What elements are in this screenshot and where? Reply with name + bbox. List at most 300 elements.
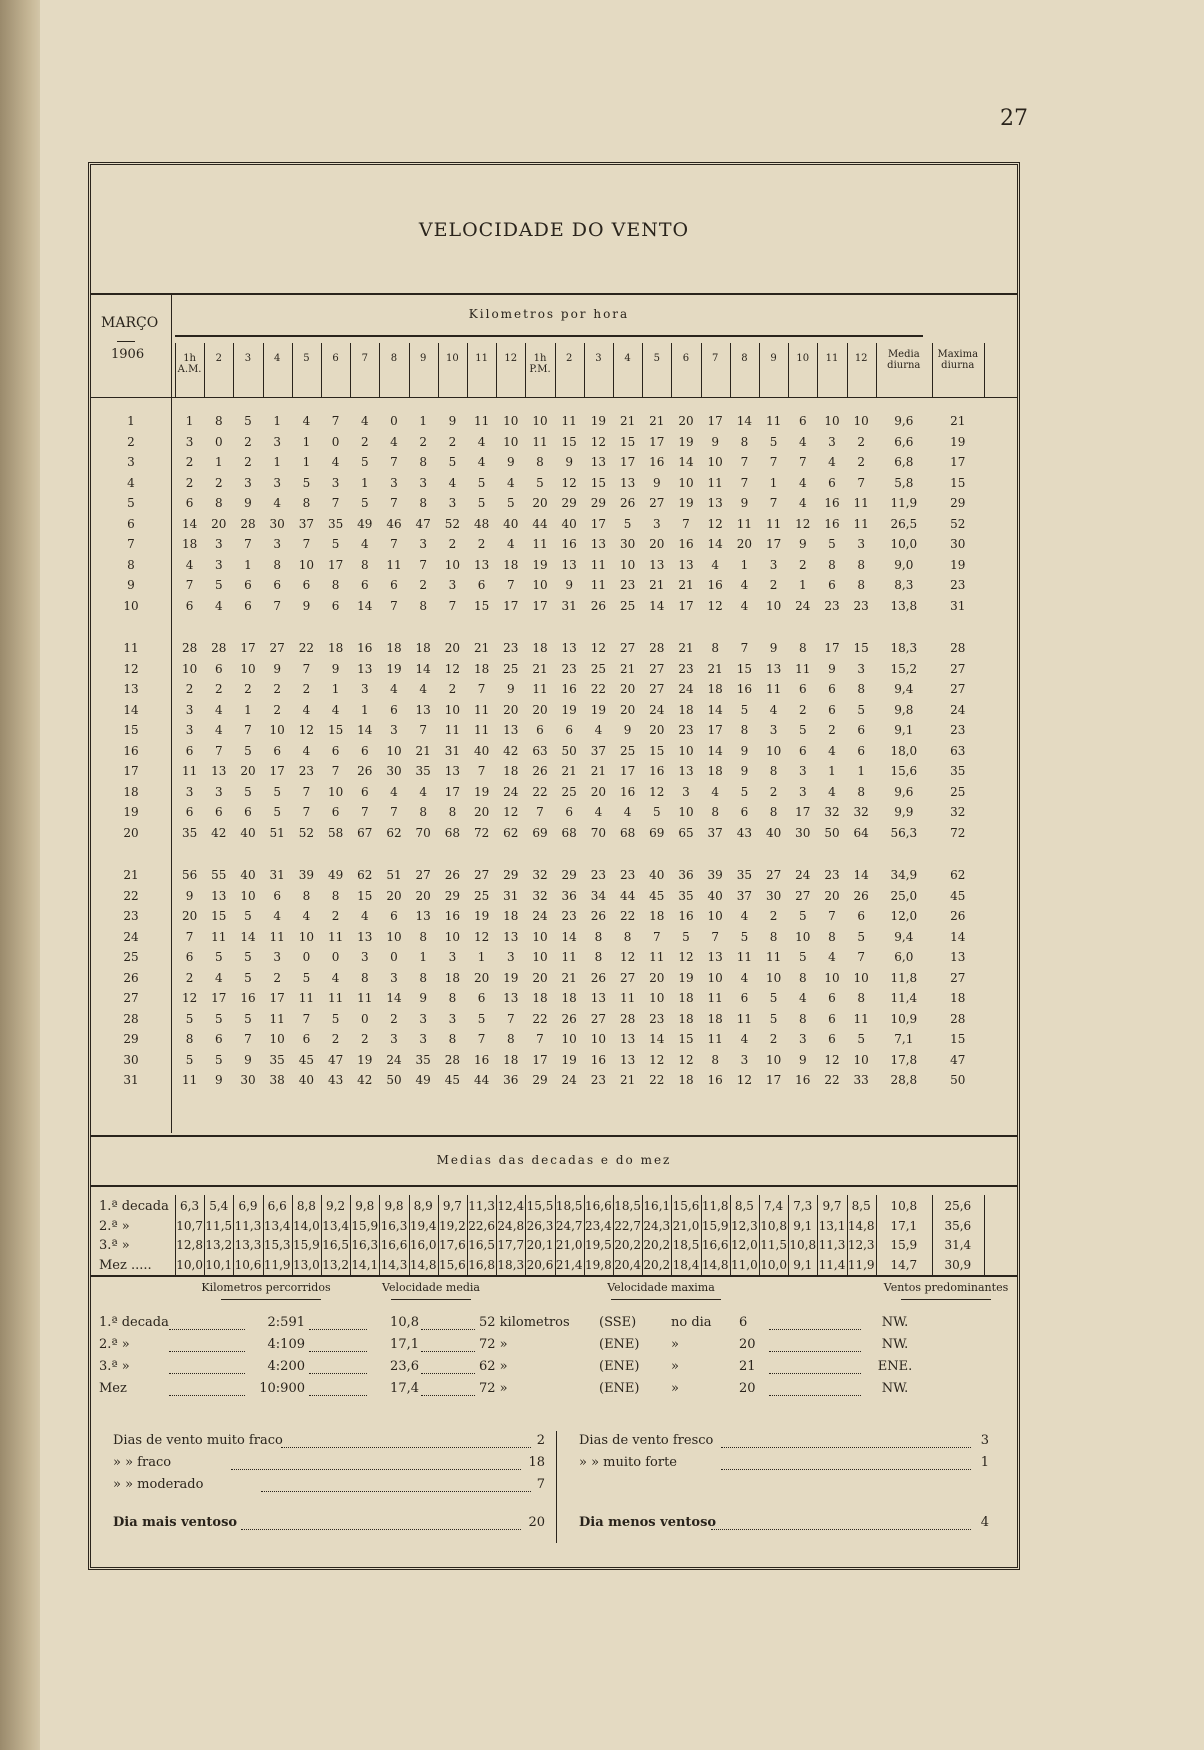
hourly-value: 11 (853, 1011, 869, 1026)
hourly-value: 11 (736, 1011, 753, 1026)
decada-hourly-value: 7,4 (764, 1199, 784, 1213)
hourly-value: 14 (386, 991, 402, 1005)
dias-fresco-value: 3 (980, 1433, 989, 1448)
hourly-value: 9 (506, 455, 515, 469)
hourly-value: 7 (244, 723, 252, 737)
hourly-value: 14 (357, 723, 373, 737)
decada-column-rule (876, 1195, 877, 1275)
hourly-value: 10 (707, 909, 723, 923)
hourly-value: 11 (649, 950, 665, 964)
hourly-value: 6 (273, 578, 281, 592)
media-diurna-value: 34,9 (890, 868, 918, 882)
hourly-value: 10 (503, 434, 519, 449)
hourly-value: 10 (678, 805, 694, 819)
summary-vento: NW. (881, 1381, 909, 1396)
hourly-value: 62 (357, 868, 373, 882)
decada-hourly-value: 19,4 (409, 1218, 437, 1233)
hourly-value: 17 (707, 723, 723, 737)
hourly-value: 17 (503, 598, 519, 613)
hourly-value: 4 (740, 970, 749, 985)
hourly-value: 11 (736, 950, 753, 964)
decada-hourly-value: 14,3 (380, 1257, 408, 1272)
hourly-value: 1 (331, 682, 340, 696)
hourly-value: 4 (360, 537, 369, 551)
decada-hourly-value: 11,5 (760, 1238, 787, 1252)
hourly-value: 20 (181, 909, 198, 923)
hourly-value: 47 (415, 516, 431, 531)
hourly-value: 10 (707, 970, 723, 985)
hourly-value: 8 (448, 991, 457, 1005)
hourly-value: 5 (857, 1032, 865, 1046)
hourly-value: 4 (740, 598, 749, 613)
hourly-value: 3 (419, 1032, 427, 1046)
hourly-value: 21 (619, 414, 636, 428)
maxima-diurna-value: 27 (950, 682, 966, 696)
hourly-value: 0 (214, 434, 223, 449)
decada-hourly-value: 6,9 (238, 1199, 258, 1213)
hourly-value: 8 (185, 1032, 194, 1046)
hourly-value: 9 (711, 434, 719, 449)
hourly-value: 10 (386, 743, 402, 758)
hourly-value: 17 (619, 455, 636, 469)
hourly-value: 4 (594, 723, 603, 737)
media-diurna-value: 11,9 (890, 496, 918, 510)
hourly-value: 6 (214, 805, 223, 819)
dias-moderado-label: » » moderado (113, 1477, 204, 1492)
hourly-value: 7 (536, 1032, 544, 1046)
hourly-value: 2 (769, 1032, 778, 1046)
summary-vento: NW. (881, 1315, 909, 1330)
day-number: 20 (123, 825, 139, 840)
decada-column-rule (984, 1195, 985, 1275)
hourly-value: 18 (678, 1011, 694, 1026)
hourly-value: 18 (503, 1052, 519, 1067)
decada-media-value: 17,1 (890, 1218, 918, 1233)
hourly-value: 20 (473, 970, 490, 985)
decada-hourly-value: 24,3 (643, 1218, 671, 1233)
column-tick (263, 343, 264, 397)
hourly-value: 20 (532, 702, 548, 717)
dotted-leader (169, 1395, 245, 1396)
hourly-value: 7 (740, 475, 749, 490)
hourly-value: 17 (795, 805, 811, 819)
decadas-bottom-rule (91, 1275, 1017, 1277)
decada-hourly-value: 10,0 (176, 1257, 203, 1272)
maxima-diurna-value: 19 (950, 557, 966, 572)
decada-hourly-value: 13,3 (234, 1238, 262, 1252)
decada-hourly-value: 11,9 (847, 1257, 875, 1272)
hourly-value: 31 (444, 743, 461, 758)
hourly-value: 11 (590, 557, 607, 572)
decada-hourly-value: 18,3 (497, 1257, 525, 1272)
decada-hourly-value: 13,4 (263, 1218, 291, 1233)
hourly-value: 10 (503, 414, 519, 428)
hourly-value: 3 (740, 1052, 749, 1067)
hourly-value: 7 (857, 475, 865, 490)
hourly-value: 14 (240, 929, 256, 944)
hourly-value: 9 (302, 598, 311, 613)
hourly-value: 4 (798, 434, 807, 449)
hourly-value: 8 (448, 1032, 457, 1046)
hourly-value: 3 (185, 784, 194, 799)
hourly-value: 6 (828, 578, 836, 592)
dotted-leader (169, 1329, 245, 1330)
maxima-diurna-value: 13 (950, 950, 966, 964)
summary-dia: 6 (739, 1315, 748, 1330)
hourly-value: 10 (707, 455, 723, 469)
hourly-value: 22 (590, 682, 607, 696)
dots-moderado (261, 1491, 531, 1492)
hourly-value: 8 (419, 929, 427, 944)
hourly-value: 27 (765, 868, 782, 882)
decada-hourly-value: 21,0 (672, 1218, 700, 1233)
hourly-value: 40 (240, 868, 256, 882)
decada-column-rule (263, 1195, 264, 1275)
hourly-value: 11 (707, 1032, 723, 1046)
hourly-value: 21 (649, 578, 665, 592)
hourly-value: 4 (711, 557, 719, 572)
hourly-value: 12 (707, 598, 723, 613)
hourly-value: 4 (828, 743, 836, 758)
hourly-value: 21 (707, 661, 723, 676)
hourly-value: 22 (532, 1011, 548, 1026)
day-number: 22 (123, 888, 139, 903)
decada-column-rule (759, 1195, 760, 1275)
hourly-value: 2 (273, 970, 281, 985)
hourly-value: 23 (561, 909, 577, 923)
hourly-value: 10 (678, 475, 694, 490)
hourly-value: 27 (649, 496, 665, 510)
hourly-value: 51 (269, 825, 285, 840)
summary-vmax: 62 » (479, 1359, 508, 1374)
decada-hourly-value: 9,7 (822, 1199, 842, 1213)
decada-column-rule (350, 1195, 351, 1275)
hourly-value: 11 (532, 434, 548, 449)
hourly-value: 4 (273, 496, 281, 510)
hourly-value: 8 (419, 805, 427, 819)
decada-hourly-value: 19,8 (585, 1257, 612, 1272)
hourly-value: 8 (798, 1011, 807, 1026)
hourly-value: 6 (360, 784, 369, 799)
dias-moderado-value: 7 (536, 1477, 545, 1492)
hourly-value: 22 (649, 1073, 665, 1087)
decada-hourly-value: 10,8 (760, 1218, 787, 1233)
decada-hourly-value: 12,3 (847, 1238, 875, 1252)
hourly-value: 1 (244, 702, 252, 717)
hourly-value: 12 (649, 1052, 665, 1067)
hourly-value: 2 (302, 682, 311, 696)
hour-header: 4 (624, 353, 631, 364)
hourly-value: 6 (390, 578, 398, 592)
hourly-value: 10 (444, 929, 461, 944)
decada-hourly-value: 10,8 (789, 1238, 817, 1252)
hourly-value: 8 (419, 455, 427, 469)
hour-header: 12 (504, 353, 518, 364)
hourly-value: 8 (798, 641, 807, 655)
hourly-value: 3 (506, 950, 515, 964)
hour-header: 11 (475, 353, 488, 364)
decada-hourly-value: 9,1 (793, 1218, 813, 1233)
decada-hourly-value: 15,9 (293, 1238, 320, 1252)
day-number: 28 (123, 1011, 139, 1026)
hourly-value: 29 (503, 868, 519, 882)
day-number: 4 (127, 475, 135, 490)
hourly-value: 8 (857, 784, 865, 799)
hourly-value: 12 (503, 805, 519, 819)
column-tick (759, 343, 760, 397)
hourly-value: 1 (828, 764, 836, 778)
hourly-value: 4 (214, 723, 223, 737)
hourly-value: 10 (532, 950, 548, 964)
decada-label: 3.ª » (99, 1238, 130, 1253)
hourly-value: 21 (590, 764, 607, 778)
maxima-diurna-value: 23 (950, 723, 966, 737)
decada-hourly-value: 20,2 (643, 1257, 671, 1272)
hourly-value: 20 (444, 641, 461, 655)
hourly-value: 6 (302, 578, 311, 592)
hourly-value: 11 (795, 661, 811, 676)
summary-header-km-underline (221, 1299, 321, 1300)
hourly-value: 16 (444, 909, 461, 923)
maxima-header: Maxima diurna (937, 349, 979, 371)
column-tick (555, 343, 556, 397)
hourly-value: 10 (386, 929, 402, 944)
hourly-value: 21 (619, 1073, 636, 1087)
hourly-value: 4 (390, 434, 398, 449)
hourly-value: 30 (795, 825, 811, 840)
hourly-value: 23 (561, 661, 577, 676)
hourly-value: 7 (331, 764, 340, 778)
hourly-value: 11 (473, 702, 490, 717)
hourly-value: 20 (649, 537, 665, 551)
hourly-value: 13 (503, 929, 519, 944)
hourly-value: 3 (448, 950, 457, 964)
decada-hourly-value: 11,8 (701, 1199, 729, 1213)
hourly-value: 18 (386, 641, 402, 655)
hourly-value: 7 (769, 455, 778, 469)
hourly-value: 3 (390, 1032, 398, 1046)
decada-column-rule (438, 1195, 439, 1275)
hourly-value: 37 (736, 888, 753, 903)
decada-column-rule (496, 1195, 497, 1275)
decada-maxima-value: 30,9 (944, 1257, 972, 1272)
hourly-value: 8 (448, 805, 457, 819)
column-tick (292, 343, 293, 397)
hourly-value: 4 (214, 702, 223, 717)
maxima-diurna-value: 25 (950, 784, 966, 799)
hourly-value: 15 (211, 909, 227, 923)
year-label: 1906 (111, 347, 145, 362)
hourly-value: 7 (477, 1032, 486, 1046)
column-tick (350, 343, 351, 397)
column-tick (932, 343, 933, 397)
kmh-rule (175, 335, 923, 337)
hourly-value: 3 (244, 475, 252, 490)
maxima-diurna-value: 14 (950, 929, 966, 944)
hourly-value: 7 (302, 537, 311, 551)
hourly-value: 18 (473, 661, 490, 676)
hourly-value: 30 (765, 888, 782, 903)
hourly-value: 20 (619, 682, 636, 696)
hourly-value: 8 (331, 888, 340, 903)
dotted-leader (169, 1351, 245, 1352)
hourly-value: 3 (273, 537, 281, 551)
hourly-value: 20 (503, 702, 519, 717)
dots-mais-ventoso (241, 1529, 521, 1530)
hourly-value: 19 (678, 496, 694, 510)
hourly-value: 8 (828, 929, 836, 944)
decada-hourly-value: 17,7 (497, 1238, 525, 1252)
hourly-value: 23 (824, 598, 840, 613)
hourly-value: 10 (765, 598, 782, 613)
decada-hourly-value: 20,1 (526, 1238, 554, 1252)
dia-mais-ventoso-label: Dia mais ventoso (113, 1515, 238, 1530)
hourly-value: 7 (360, 805, 369, 819)
hourly-value: 28 (211, 641, 227, 655)
hourly-value: 1 (360, 702, 369, 717)
hourly-value: 4 (798, 496, 807, 510)
hour-header: 2 (215, 353, 222, 364)
hourly-value: 29 (561, 868, 577, 882)
hourly-value: 27 (649, 661, 665, 676)
hourly-value: 12 (590, 434, 607, 449)
hourly-value: 13 (211, 888, 227, 903)
hour-header: 9 (770, 353, 777, 364)
hourly-value: 33 (853, 1073, 869, 1087)
hourly-value: 24 (503, 784, 519, 799)
hourly-value: 1 (857, 764, 865, 778)
hourly-value: 2 (857, 455, 865, 469)
hourly-value: 58 (327, 825, 344, 840)
hourly-value: 3 (185, 434, 194, 449)
hourly-value: 51 (386, 868, 402, 882)
decada-hourly-value: 16,3 (351, 1238, 379, 1252)
hourly-value: 7 (214, 743, 223, 758)
hourly-value: 8 (419, 496, 427, 510)
hourly-value: 6 (331, 805, 340, 819)
hourly-value: 32 (853, 805, 869, 819)
decada-hourly-value: 16,6 (380, 1238, 408, 1252)
hourly-value: 17 (765, 1073, 782, 1087)
hourly-value: 20 (619, 702, 636, 717)
hourly-value: 7 (302, 805, 311, 819)
hourly-value: 6 (244, 598, 252, 613)
hourly-value: 3 (185, 723, 194, 737)
hourly-value: 20 (678, 414, 694, 428)
hourly-value: 4 (740, 578, 749, 592)
hourly-value: 18 (503, 909, 519, 923)
hourly-value: 23 (853, 598, 869, 613)
hourly-value: 22 (298, 641, 315, 655)
decada-hourly-value: 19,5 (585, 1238, 612, 1252)
hourly-value: 44 (532, 516, 548, 531)
summary-dia: 20 (739, 1381, 756, 1396)
hourly-value: 24 (678, 682, 694, 696)
decada-hourly-value: 16,5 (322, 1238, 349, 1252)
hourly-value: 7 (448, 598, 457, 613)
hourly-value: 12 (590, 641, 607, 655)
decada-hourly-value: 11,0 (731, 1257, 758, 1272)
hourly-value: 43 (736, 825, 753, 840)
hourly-value: 50 (824, 825, 840, 840)
hourly-value: 5 (740, 784, 749, 799)
hourly-value: 8 (536, 455, 544, 469)
media-diurna-value: 6,6 (894, 434, 914, 449)
summary-vmed: 10,8 (390, 1315, 419, 1330)
hourly-value: 5 (623, 516, 632, 531)
day-number: 5 (127, 496, 135, 510)
hourly-value: 10 (765, 1052, 782, 1067)
hourly-value: 27 (415, 868, 431, 882)
hourly-value: 3 (769, 557, 778, 572)
hourly-value: 2 (419, 578, 427, 592)
hourly-value: 9 (798, 1052, 807, 1067)
hourly-value: 3 (857, 537, 865, 551)
decada-hourly-value: 13,2 (205, 1238, 233, 1252)
decada-column-rule (233, 1195, 234, 1275)
hourly-value: 37 (590, 743, 607, 758)
maxima-diurna-value: 35 (950, 764, 966, 778)
dotted-leader (421, 1329, 475, 1330)
hourly-value: 7 (302, 661, 311, 676)
day-number: 21 (123, 868, 139, 882)
hourly-value: 9 (740, 743, 749, 758)
hourly-value: 13 (444, 764, 461, 778)
hourly-value: 10 (181, 661, 198, 676)
hourly-value: 29 (561, 496, 577, 510)
hourly-value: 6 (857, 743, 865, 758)
media-diurna-value: 9,6 (894, 784, 914, 799)
hourly-value: 20 (824, 888, 840, 903)
dotted-leader (309, 1395, 367, 1396)
hourly-value: 21 (678, 641, 694, 655)
hourly-value: 19 (473, 784, 490, 799)
hourly-value: 11 (765, 950, 782, 964)
hourly-value: 18 (415, 641, 431, 655)
hourly-value: 28 (240, 516, 256, 531)
hourly-value: 42 (211, 825, 227, 840)
day-number: 31 (123, 1073, 139, 1087)
decada-hourly-value: 14,1 (351, 1257, 379, 1272)
hourly-value: 17 (649, 434, 665, 449)
hourly-value: 8 (594, 950, 603, 964)
hourly-value: 30 (386, 764, 402, 778)
hourly-value: 40 (707, 888, 723, 903)
hourly-value: 11 (269, 1011, 285, 1026)
hourly-value: 44 (619, 888, 636, 903)
hourly-value: 52 (444, 516, 461, 531)
decada-hourly-value: 9,7 (442, 1199, 462, 1213)
media-diurna-value: 17,8 (890, 1052, 918, 1067)
hourly-value: 28 (444, 1052, 461, 1067)
column-tick (584, 343, 585, 397)
decada-hourly-value: 8,5 (734, 1199, 754, 1213)
maxima-diurna-value: 31 (950, 598, 966, 613)
hourly-value: 10 (853, 970, 869, 985)
dots-muito-forte (721, 1469, 971, 1470)
dias-muito-fraco-label: Dias de vento muito fraco (113, 1433, 283, 1448)
hourly-value: 21 (415, 743, 431, 758)
hourly-value: 13 (357, 929, 373, 944)
hourly-value: 5 (302, 970, 311, 985)
hourly-value: 22 (619, 909, 636, 923)
hourly-value: 7 (652, 929, 661, 944)
hourly-value: 3 (214, 557, 223, 572)
hourly-value: 17 (269, 991, 285, 1005)
hourly-value: 6 (536, 723, 544, 737)
hourly-value: 5 (477, 475, 486, 490)
hourly-value: 4 (214, 970, 223, 985)
